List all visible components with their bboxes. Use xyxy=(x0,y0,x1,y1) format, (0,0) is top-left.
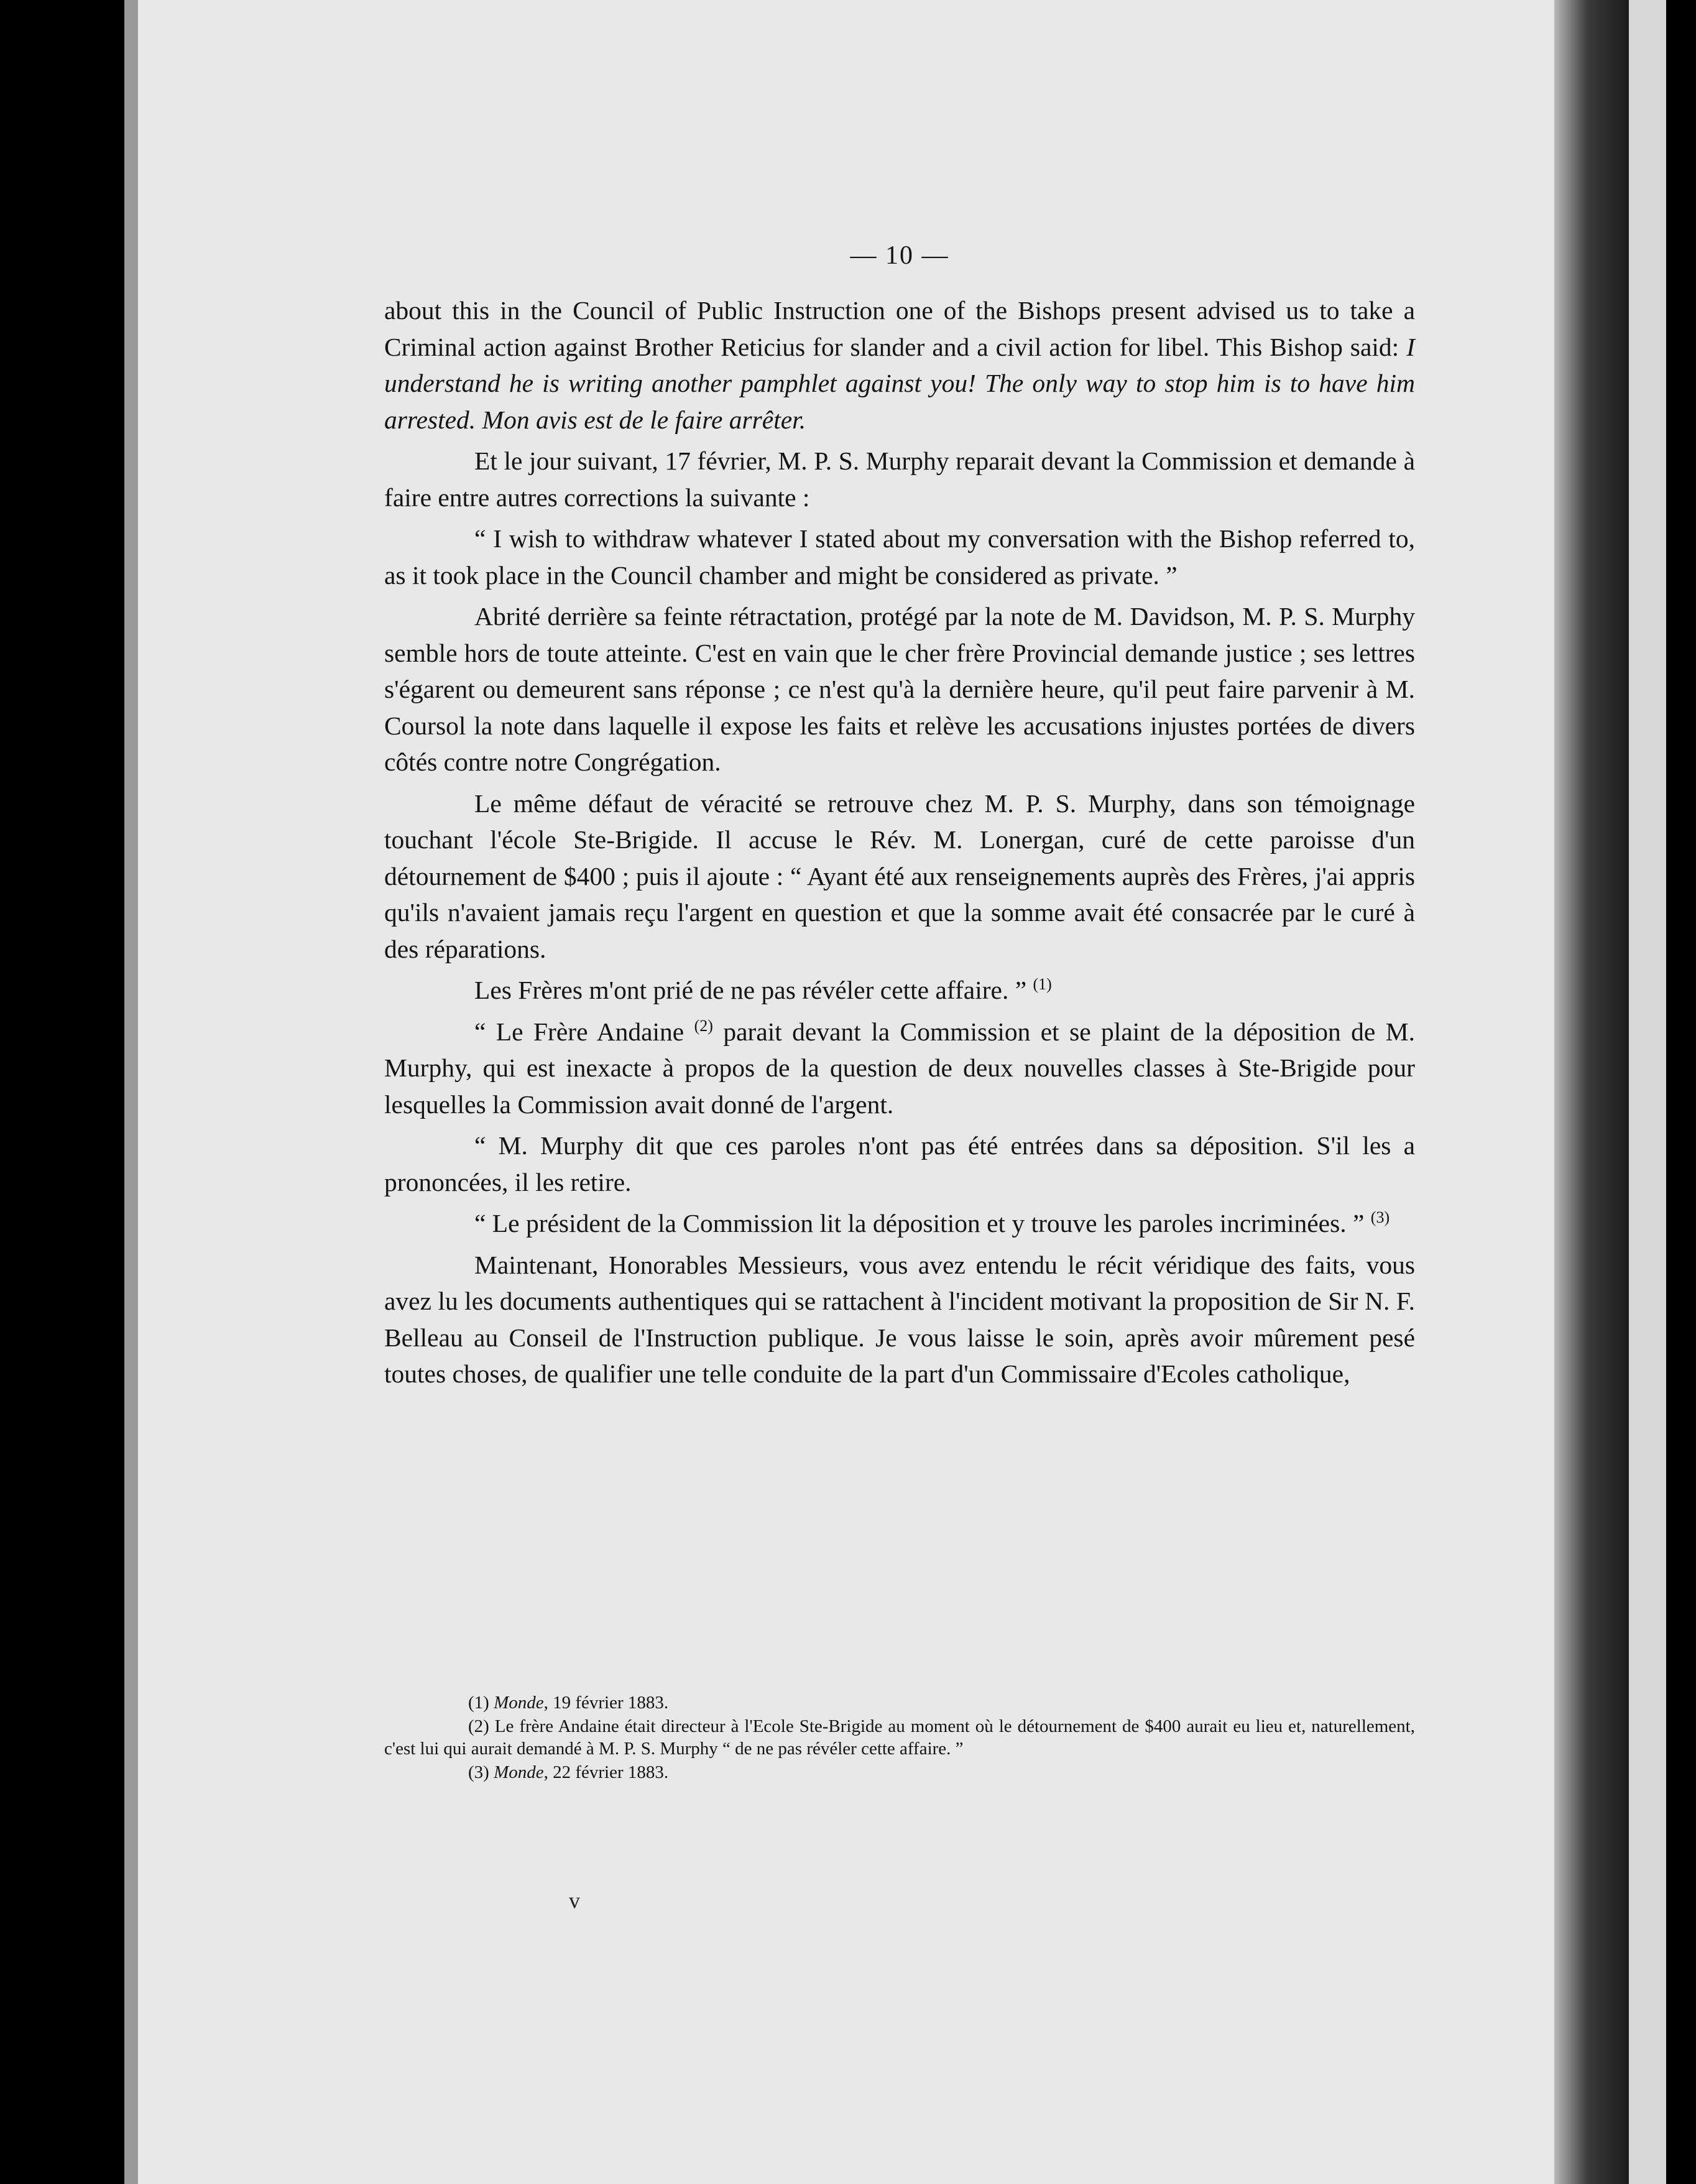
text-run: Et le jour suivant, 17 février, M. P. S. Murphy reparait devant la Commission et demande à faire entre autres corrections la suivante : xyxy=(384,447,1415,512)
footnote xyxy=(384,1715,1415,1760)
text-run: “ Le Frère Andaine xyxy=(474,1017,694,1046)
footnote-ref: (3) xyxy=(1370,1208,1390,1227)
text-run: parait devant la Commission et se plaint de la déposition de M. Murphy, qui est inexacte à propos de la question de deux nouvelles classes à Ste-Brigide pour lesquelles la Commission avait donné de l'argent. xyxy=(384,1017,1415,1119)
page-number: — 10 — xyxy=(850,241,949,270)
footnote-text: Le frère Andaine était directeur à l'Ecole Ste-Brigide au moment où le détournement de $400 aurait eu lieu et, naturellement, c'est lui qui aurait demandé à M. P. S. Murphy “ de ne pas révéler cette affaire. ” xyxy=(384,1716,1415,1759)
paragraph xyxy=(384,1014,1415,1123)
footnote-ref: (1) xyxy=(1033,975,1052,994)
footnote xyxy=(384,1691,1415,1714)
body-text xyxy=(384,292,1415,1397)
text-run: “ M. Murphy dit que ces paroles n'ont pas été entrées dans sa déposition. S'il les a prononcées, il les retire. xyxy=(384,1131,1415,1196)
footnote-marker: (3) xyxy=(468,1762,494,1782)
footnote-source: Monde xyxy=(494,1693,544,1713)
page-left-shadow xyxy=(124,0,138,2184)
text-run: Le même défaut de véracité se retrouve chez M. P. S. Murphy, dans son témoignage touchant l'école Ste-Brigide. Il accuse le Rév. M. Lonergan, curé de cette paroisse d'un détournement de $400 ; puis il ajoute : “ Ayant été aux renseignements auprès des Frères, j'ai appris qu'ils n'avaient jamais reçu l'argent en question et que la somme avait été consacrée par le curé à des réparations. xyxy=(384,789,1415,963)
footnote xyxy=(384,1761,1415,1784)
text-run: Maintenant, Honorables Messieurs, vous avez entendu le récit véridique des faits, vous avez lu les documents authentiques qui se rattachent à l'incident motivant la proposition de Sir N. F. Belleau au Conseil de l'Instruction publique. Je vous laisse le soin, après avoir mûrement pesé toutes choses, de qualifier une telle conduite de la part d'un Commissaire d'Ecoles catholique, xyxy=(384,1250,1415,1388)
footnote-ref: (2) xyxy=(694,1016,713,1035)
text-run: about this in the Council of Public Instruction one of the Bishops present advised us to take a Criminal action against Brother Reticius for slander and a civil action for libel. This Bishop said: xyxy=(384,296,1415,361)
paragraph xyxy=(384,785,1415,968)
footnotes xyxy=(384,1691,1415,1785)
book-spine-shadow xyxy=(1554,0,1629,2184)
paragraph xyxy=(384,292,1415,438)
paragraph xyxy=(384,521,1415,593)
paragraph xyxy=(384,443,1415,516)
paragraph xyxy=(384,1205,1415,1242)
paragraph xyxy=(384,598,1415,780)
text-run: “ Le président de la Commission lit la déposition et y trouve les paroles incriminées. ” xyxy=(474,1209,1371,1238)
footnote-text: , 19 février 1883. xyxy=(543,1693,669,1713)
adjacent-page-edge xyxy=(1629,0,1666,2184)
footnote-text: , 22 février 1883. xyxy=(543,1762,669,1782)
paragraph xyxy=(384,1127,1415,1200)
text-run: Abrité derrière sa feinte rétractation, protégé par la note de M. Davidson, M. P. S. Murphy semble hors de toute atteinte. C'est en vain que le cher frère Provincial demande justice ; ses lettres s'égarent ou demeurent sans réponse ; ce n'est qu'à la dernière heure, qu'il peut faire parvenir à M. Coursol la note dans laquelle il expose les faits et relève les accusations injustes portées de divers côtés contre notre Congrégation. xyxy=(384,602,1415,776)
text-run: Les Frères m'ont prié de ne pas révéler cette affaire. ” xyxy=(474,976,1033,1004)
footnote-source: Monde xyxy=(494,1762,544,1782)
stray-ink-mark: v xyxy=(569,1888,580,1913)
footnote-marker: (2) xyxy=(468,1716,495,1736)
text-run: “ I wish to withdraw whatever I stated about my conversation with the Bishop referred to, as it took place in the Council chamber and might be considered as private. ” xyxy=(384,524,1415,590)
paragraph xyxy=(384,1247,1415,1392)
footnote-marker: (1) xyxy=(468,1693,494,1713)
paragraph xyxy=(384,972,1415,1009)
italic-quote: I understand he is writing another pamphlet against you! The only way to stop him is to have him arrested. Mon avis est de le faire arrêter. xyxy=(384,332,1415,434)
